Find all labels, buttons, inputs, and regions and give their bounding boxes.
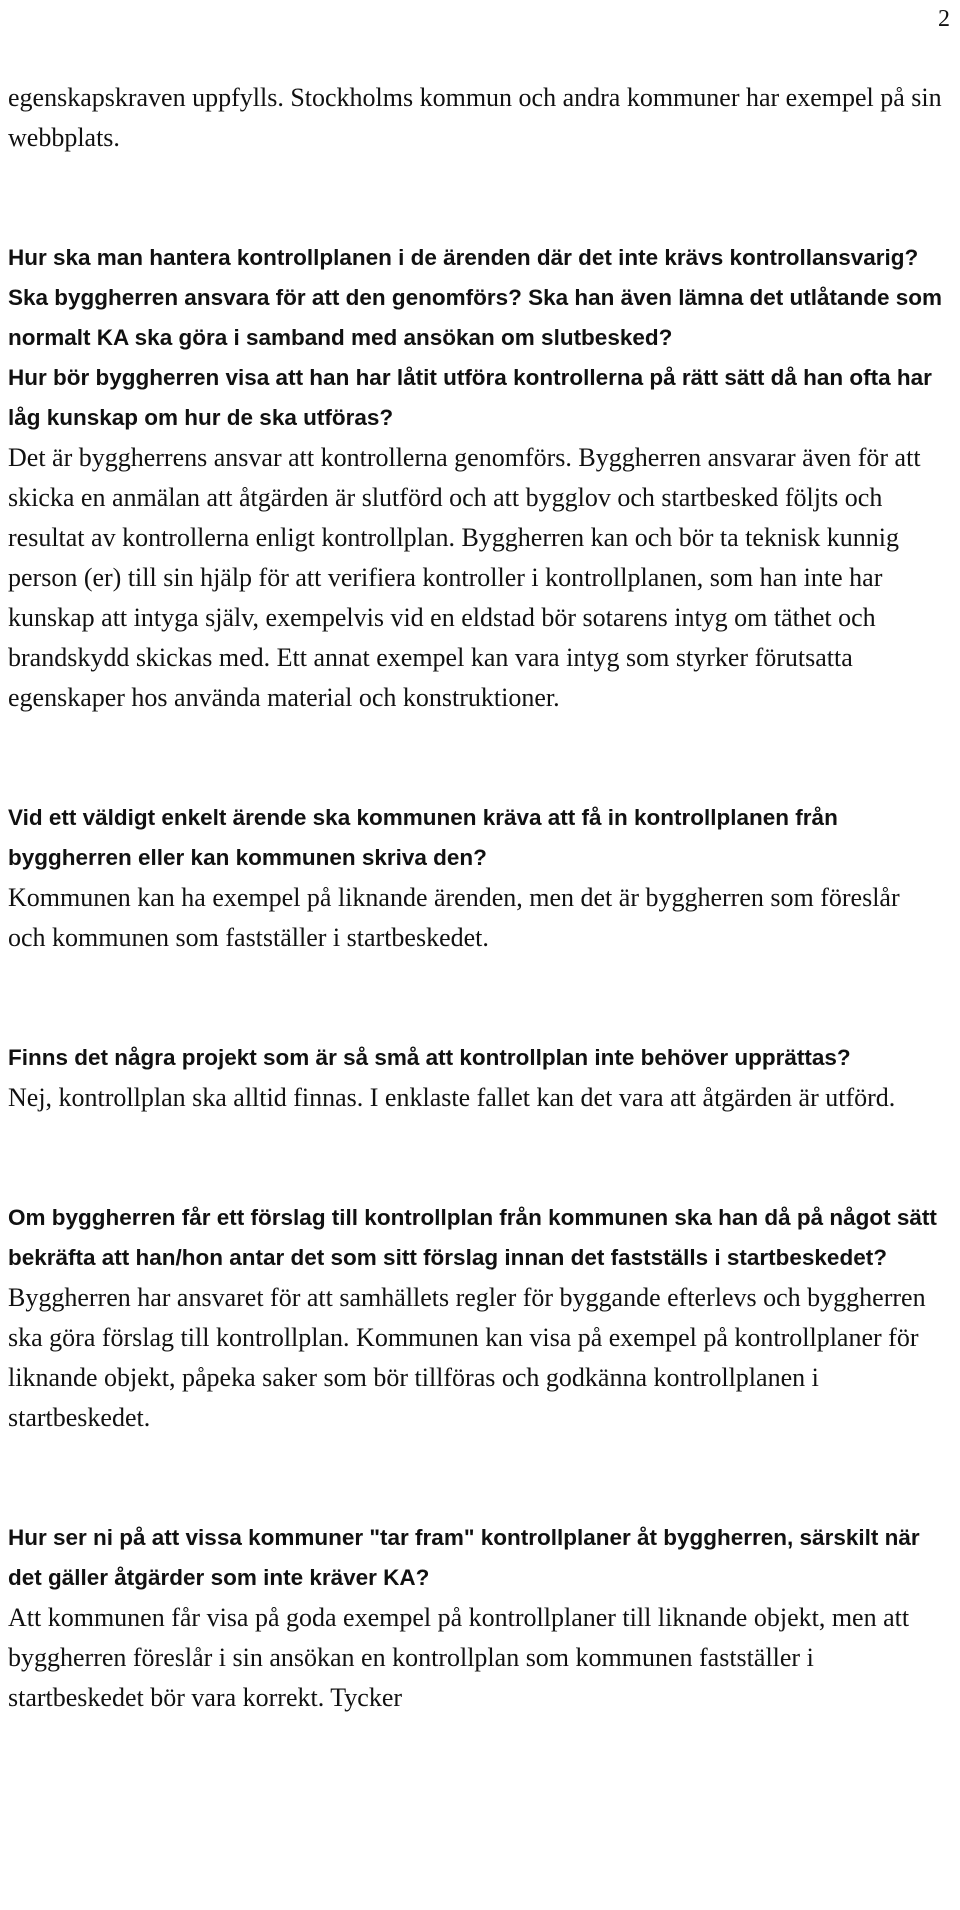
section-gap (8, 1118, 943, 1198)
answer-text: Nej, kontrollplan ska alltid finnas. I enklaste fallet kan det vara att åtgärden är utförd. (8, 1083, 896, 1112)
section-kontrollansvarig (8, 238, 943, 718)
answer-text: Kommunen kan ha exempel på liknande ärenden, men det är byggherren som föreslår och kommunen som fastställer i startbeskedet. (8, 883, 900, 952)
section-tar-fram (8, 1518, 943, 1718)
section-gap (8, 718, 943, 798)
document-body (8, 78, 943, 1718)
question-heading: Vid ett väldigt enkelt ärende ska kommunen kräva att få in kontrollplanen från byggherren eller kan kommunen skriva den? (8, 805, 838, 870)
question-heading: Hur ska man hantera kontrollplanen i de ärenden där det inte krävs kontrollansvarig? Ska byggherren ansvara för att den genomförs? Ska han även lämna det utlåtande som normalt KA ska göra i samband med ansökan om slutbesked? (8, 245, 943, 350)
question-heading-continued: Hur bör byggherren visa att han har låtit utföra kontrollerna på rätt sätt då han ofta har låg kunskap om hur de ska utföras? (8, 365, 932, 430)
question-heading: Hur ser ni på att vissa kommuner "tar fram" kontrollplaner åt byggherren, särskilt när det gäller åtgärder som inte kräver KA? (8, 1525, 920, 1590)
section-gap (8, 958, 943, 1038)
section-gap (8, 158, 943, 238)
answer-text: egenskapskraven uppfylls. Stockholms kommun och andra kommuner har exempel på sin webbplats. (8, 83, 942, 152)
answer-text: Det är byggherrens ansvar att kontrollerna genomförs. Byggherren ansvarar även för att skicka en anmälan att åtgärden är slutförd och att bygglov och startbesked följts och resultat av kontrollerna enligt kontrollplan. Byggherren kan och bör ta teknisk kunnig person (er) till sin hjälp för att verifiera kontroller i kontrollplanen, som han inte har kunskap att intyga själv, exempelvis vid en eldstad bör sotarens intyg om täthet och brandskydd skickas med. Ett annat exempel kan vara intyg som styrker förutsatta egenskaper hos använda material och konstruktioner. (8, 443, 921, 712)
section-forslag-bekrafta (8, 1198, 943, 1438)
section-gap (8, 1438, 943, 1518)
page-number: 2 (938, 6, 950, 32)
section-sma-projekt (8, 1038, 943, 1118)
section-enkelt-arende (8, 798, 943, 958)
answer-text: Byggherren har ansvaret för att samhällets regler för byggande efterlevs och byggherren ska göra förslag till kontrollplan. Kommunen kan visa på exempel på kontrollplaner för liknande objekt, påpeka saker som bör tillföras och godkänna kontrollplanen i startbeskedet. (8, 1283, 926, 1432)
question-heading: Om byggherren får ett förslag till kontrollplan från kommunen ska han då på något sätt bekräfta att han/hon antar det som sitt förslag innan det fastställs i startbeskedet? (8, 1205, 937, 1270)
section-continuation (8, 78, 943, 158)
question-heading: Finns det några projekt som är så små att kontrollplan inte behöver upprättas? (8, 1045, 851, 1070)
answer-text: Att kommunen får visa på goda exempel på kontrollplaner till liknande objekt, men att byggherren föreslår i sin ansökan en kontrollplan som kommunen fastställer i startbeskedet bör vara korrekt. Tycker (8, 1603, 910, 1712)
